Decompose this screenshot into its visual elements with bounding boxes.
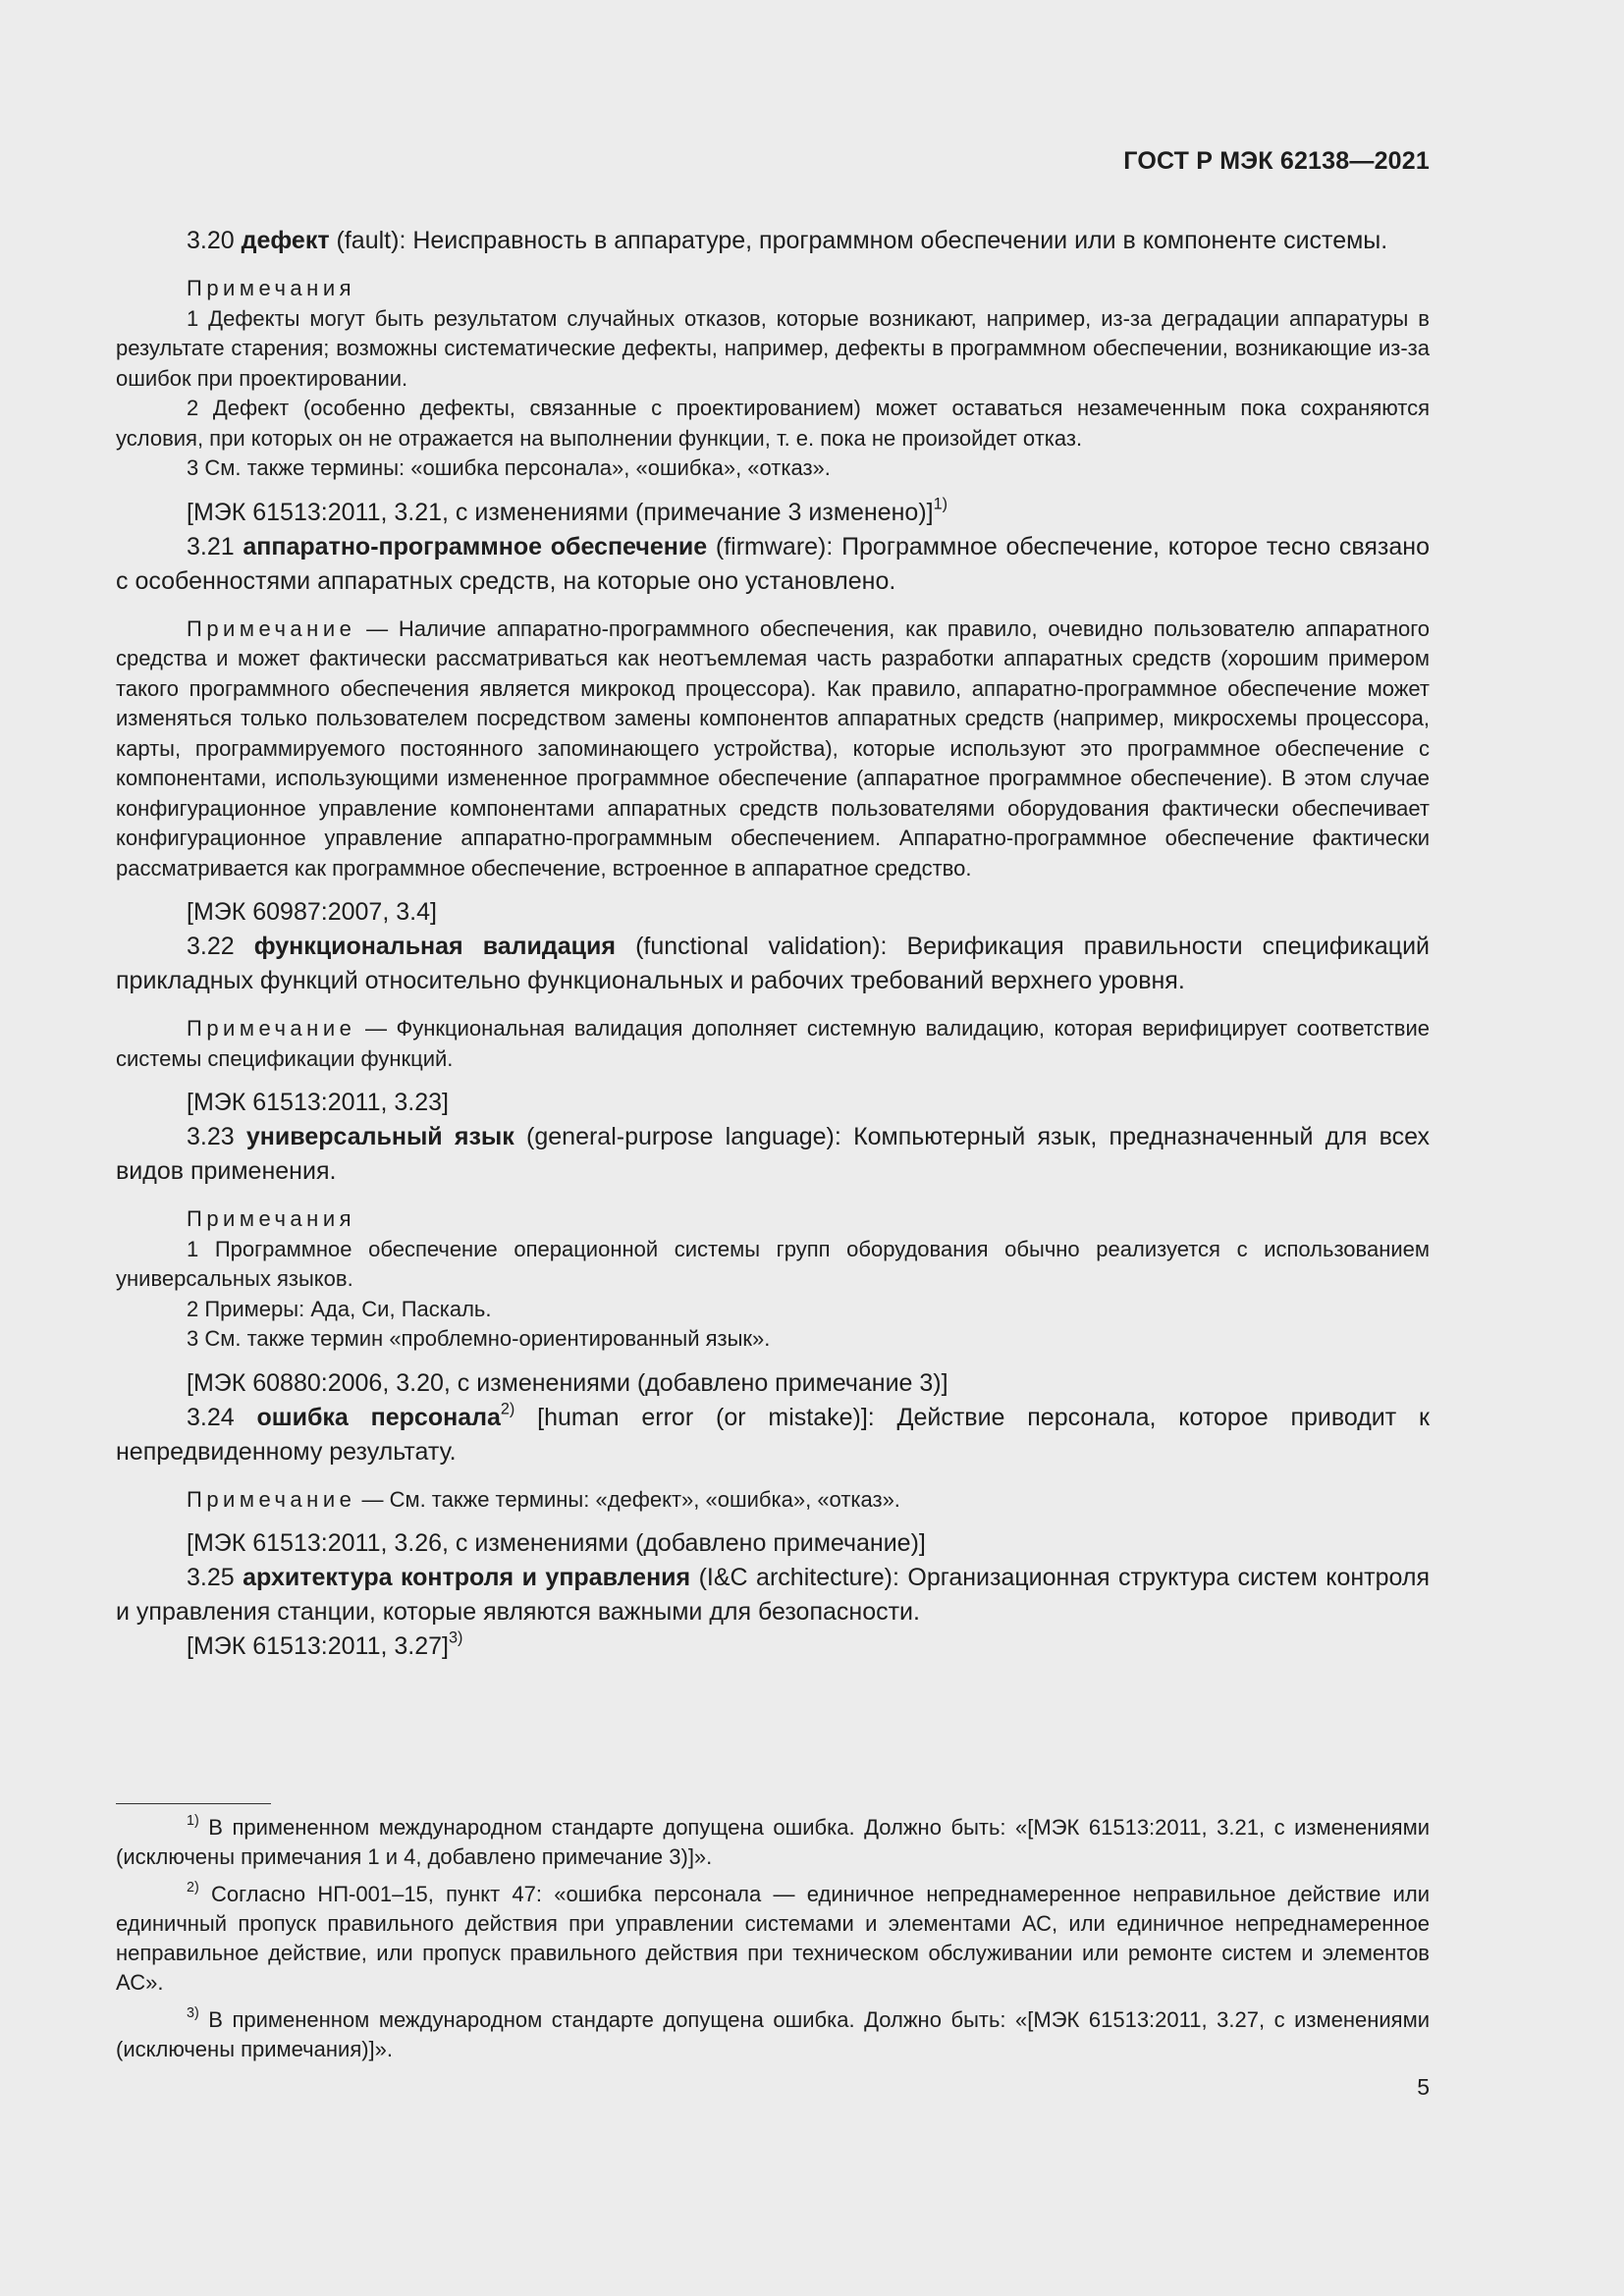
- note-item: 1 Программное обеспечение операционной системы групп оборудования обычно реализуется с использованием универсальных языков.: [116, 1236, 1430, 1291]
- term-3-22-source: [МЭК 61513:2011, 3.23]: [187, 1089, 449, 1116]
- note-item: 1 Дефекты могут быть результатом случайных отказов, которые возникают, например, из-за деградации аппаратуры в результате старения; возможны систематические дефекты, например, дефекты в программном обеспечении, возникающие из-за ошибок при проектировании.: [116, 305, 1430, 391]
- footnote-mark: 2): [187, 1880, 199, 1896]
- term-3-22-name: функциональная валидация: [253, 933, 617, 960]
- note-item: 3 См. также термины: «ошибка персонала», «ошибка», «отказ».: [187, 455, 831, 480]
- footnote: $^{3)}$ В примененном международном стандарте допущена ошибка. Должно быть: «[МЭК 61513:2011, 3.27, с изменениями (исключены примечания)]».: [116, 2005, 1430, 2061]
- note-label: Примечание: [187, 1016, 356, 1041]
- footnotes: [116, 1813, 1430, 2072]
- term-3-21-source: [МЭК 60987:2007, 3.4]: [187, 898, 437, 926]
- notes-heading: Примечания: [187, 1206, 356, 1231]
- document-header: ГОСТ Р МЭК 62138—2021: [1123, 147, 1430, 175]
- note-paragraph: Примечание — Функциональная валидация дополняет системную валидацию, которая верифицирует соответствие системы спецификации функций.: [116, 1016, 1430, 1071]
- term-3-24-source: [МЭК 61513:2011, 3.26, с изменениями (добавлено примечание)]: [187, 1529, 926, 1557]
- term-3-25-name: архитектура контроля и управления: [243, 1564, 691, 1591]
- term-3-25-source: [МЭК 61513:2011, 3.27]$^{3)}$: [187, 1629, 463, 1660]
- footnote-ref: 3): [448, 1629, 463, 1647]
- term-3-21-definition: 3.21 аппаратно-программное обеспечение (firmware): Программное обеспечение, которое тесно связано с особенностями аппаратных средств, на которые оно установлено.: [116, 532, 1430, 595]
- page-number: 5: [1417, 2074, 1430, 2100]
- note-label: Примечание: [187, 1486, 356, 1512]
- term-3-24-definition: 3.24 ошибка персонала$^{2)}$ [human error (or mistake)]: Действие персонала, которое приводит к непредвиденному результату.: [116, 1400, 1430, 1466]
- note-label: Примечание: [187, 615, 356, 641]
- note-item: 2 Примеры: Ада, Си, Паскаль.: [187, 1296, 492, 1321]
- term-3-22-definition: 3.22 функциональная валидация (functional validation): Верификация правильности спецификаций прикладных функций относительно функциональных и рабочих требований верхнего уровня.: [116, 933, 1430, 994]
- footnote-mark: 3): [187, 2005, 199, 2021]
- note-paragraph: Примечание — Наличие аппаратно-программного обеспечения, как правило, очевидно пользователю аппаратного средства и может фактически рассматриваться как неотъемлемая часть разработки аппаратных средств (хорошим примером такого программного обеспечения является микрокод процессора). Как правило, аппаратно-программное обеспечение может изменяться только пользователем посредством замены компонентов аппаратных средств (например, микросхемы процессора, карты, программируемого постоянного запоминающего устройства), которые используют это программное обеспечение с компонентами, использующими измененное программное обеспечение (аппаратное программное обеспечение). В этом случае конфигурационное управление компонентами аппаратных средств пользователями оборудования фактически обеспечивает конфигурационное управление аппаратно-программным обеспечением. Аппаратно-программное обеспечение фактически рассматривается как программное обеспечение, встроенное в аппаратное средство.: [116, 615, 1430, 881]
- term-3-20-name: дефект: [241, 227, 330, 254]
- note-item: 2 Дефект (особенно дефекты, связанные с проектированием) может оставаться незамеченным пока сохраняются условия, при которых он не отражается на выполнении функции, т. е. пока не произойдет отказ.: [116, 396, 1430, 451]
- document-body: [116, 224, 1430, 1664]
- footnote-ref: 2): [500, 1400, 515, 1418]
- term-3-23-name: универсальный язык: [245, 1123, 514, 1150]
- term-3-23-source: [МЭК 60880:2006, 3.20, с изменениями (добавлено примечание 3)]: [187, 1368, 948, 1397]
- term-3-23-definition: 3.23 универсальный язык (general-purpose language): Компьютерный язык, предназначенный для всех видов применения.: [116, 1123, 1430, 1185]
- term-3-21-name: аппаратно-программное обеспечение: [243, 532, 708, 561]
- footnote: $^{2)}$ Согласно НП-001–15, пункт 47: «ошибка персонала — единичное непреднамеренное неправильное действие или единичный пропуск правильного действия при управлении системами и элементами АС, или единичное непреднамеренное неправильное действие, или пропуск правильного действия при техническом обслуживании или ремонте систем и элементов АС».: [116, 1880, 1430, 1995]
- term-3-20-source: [МЭК 61513:2011, 3.21, с изменениями (примечание 3 изменено)]$^{1)}$: [187, 495, 948, 526]
- note-item: 3 См. также термин «проблемно-ориентированный язык».: [187, 1326, 771, 1351]
- term-3-20-definition: 3.20 дефект (fault): Неисправность в аппаратуре, программном обеспечении или в компоненте системы.: [187, 227, 1388, 254]
- term-3-24-name: ошибка персонала: [256, 1403, 501, 1431]
- footnote-ref: 1): [933, 495, 948, 513]
- footnote: $^{1)}$ В примененном международном стандарте допущена ошибка. Должно быть: «[МЭК 61513:2011, 3.21, с изменениями (исключены примечания 1 и 4, добавлено примечание 3)]».: [116, 1813, 1430, 1869]
- term-3-25-definition: 3.25 архитектура контроля и управления (I&C architecture): Организационная структура систем контроля и управления станции, которые являются важными для безопасности.: [116, 1564, 1430, 1626]
- notes-heading: Примечания: [187, 276, 356, 300]
- note-paragraph: Примечание — См. также термины: «дефект», «ошибка», «отказ».: [187, 1486, 900, 1512]
- footnote-mark: 1): [187, 1813, 199, 1829]
- footnote-separator: [116, 1803, 271, 1804]
